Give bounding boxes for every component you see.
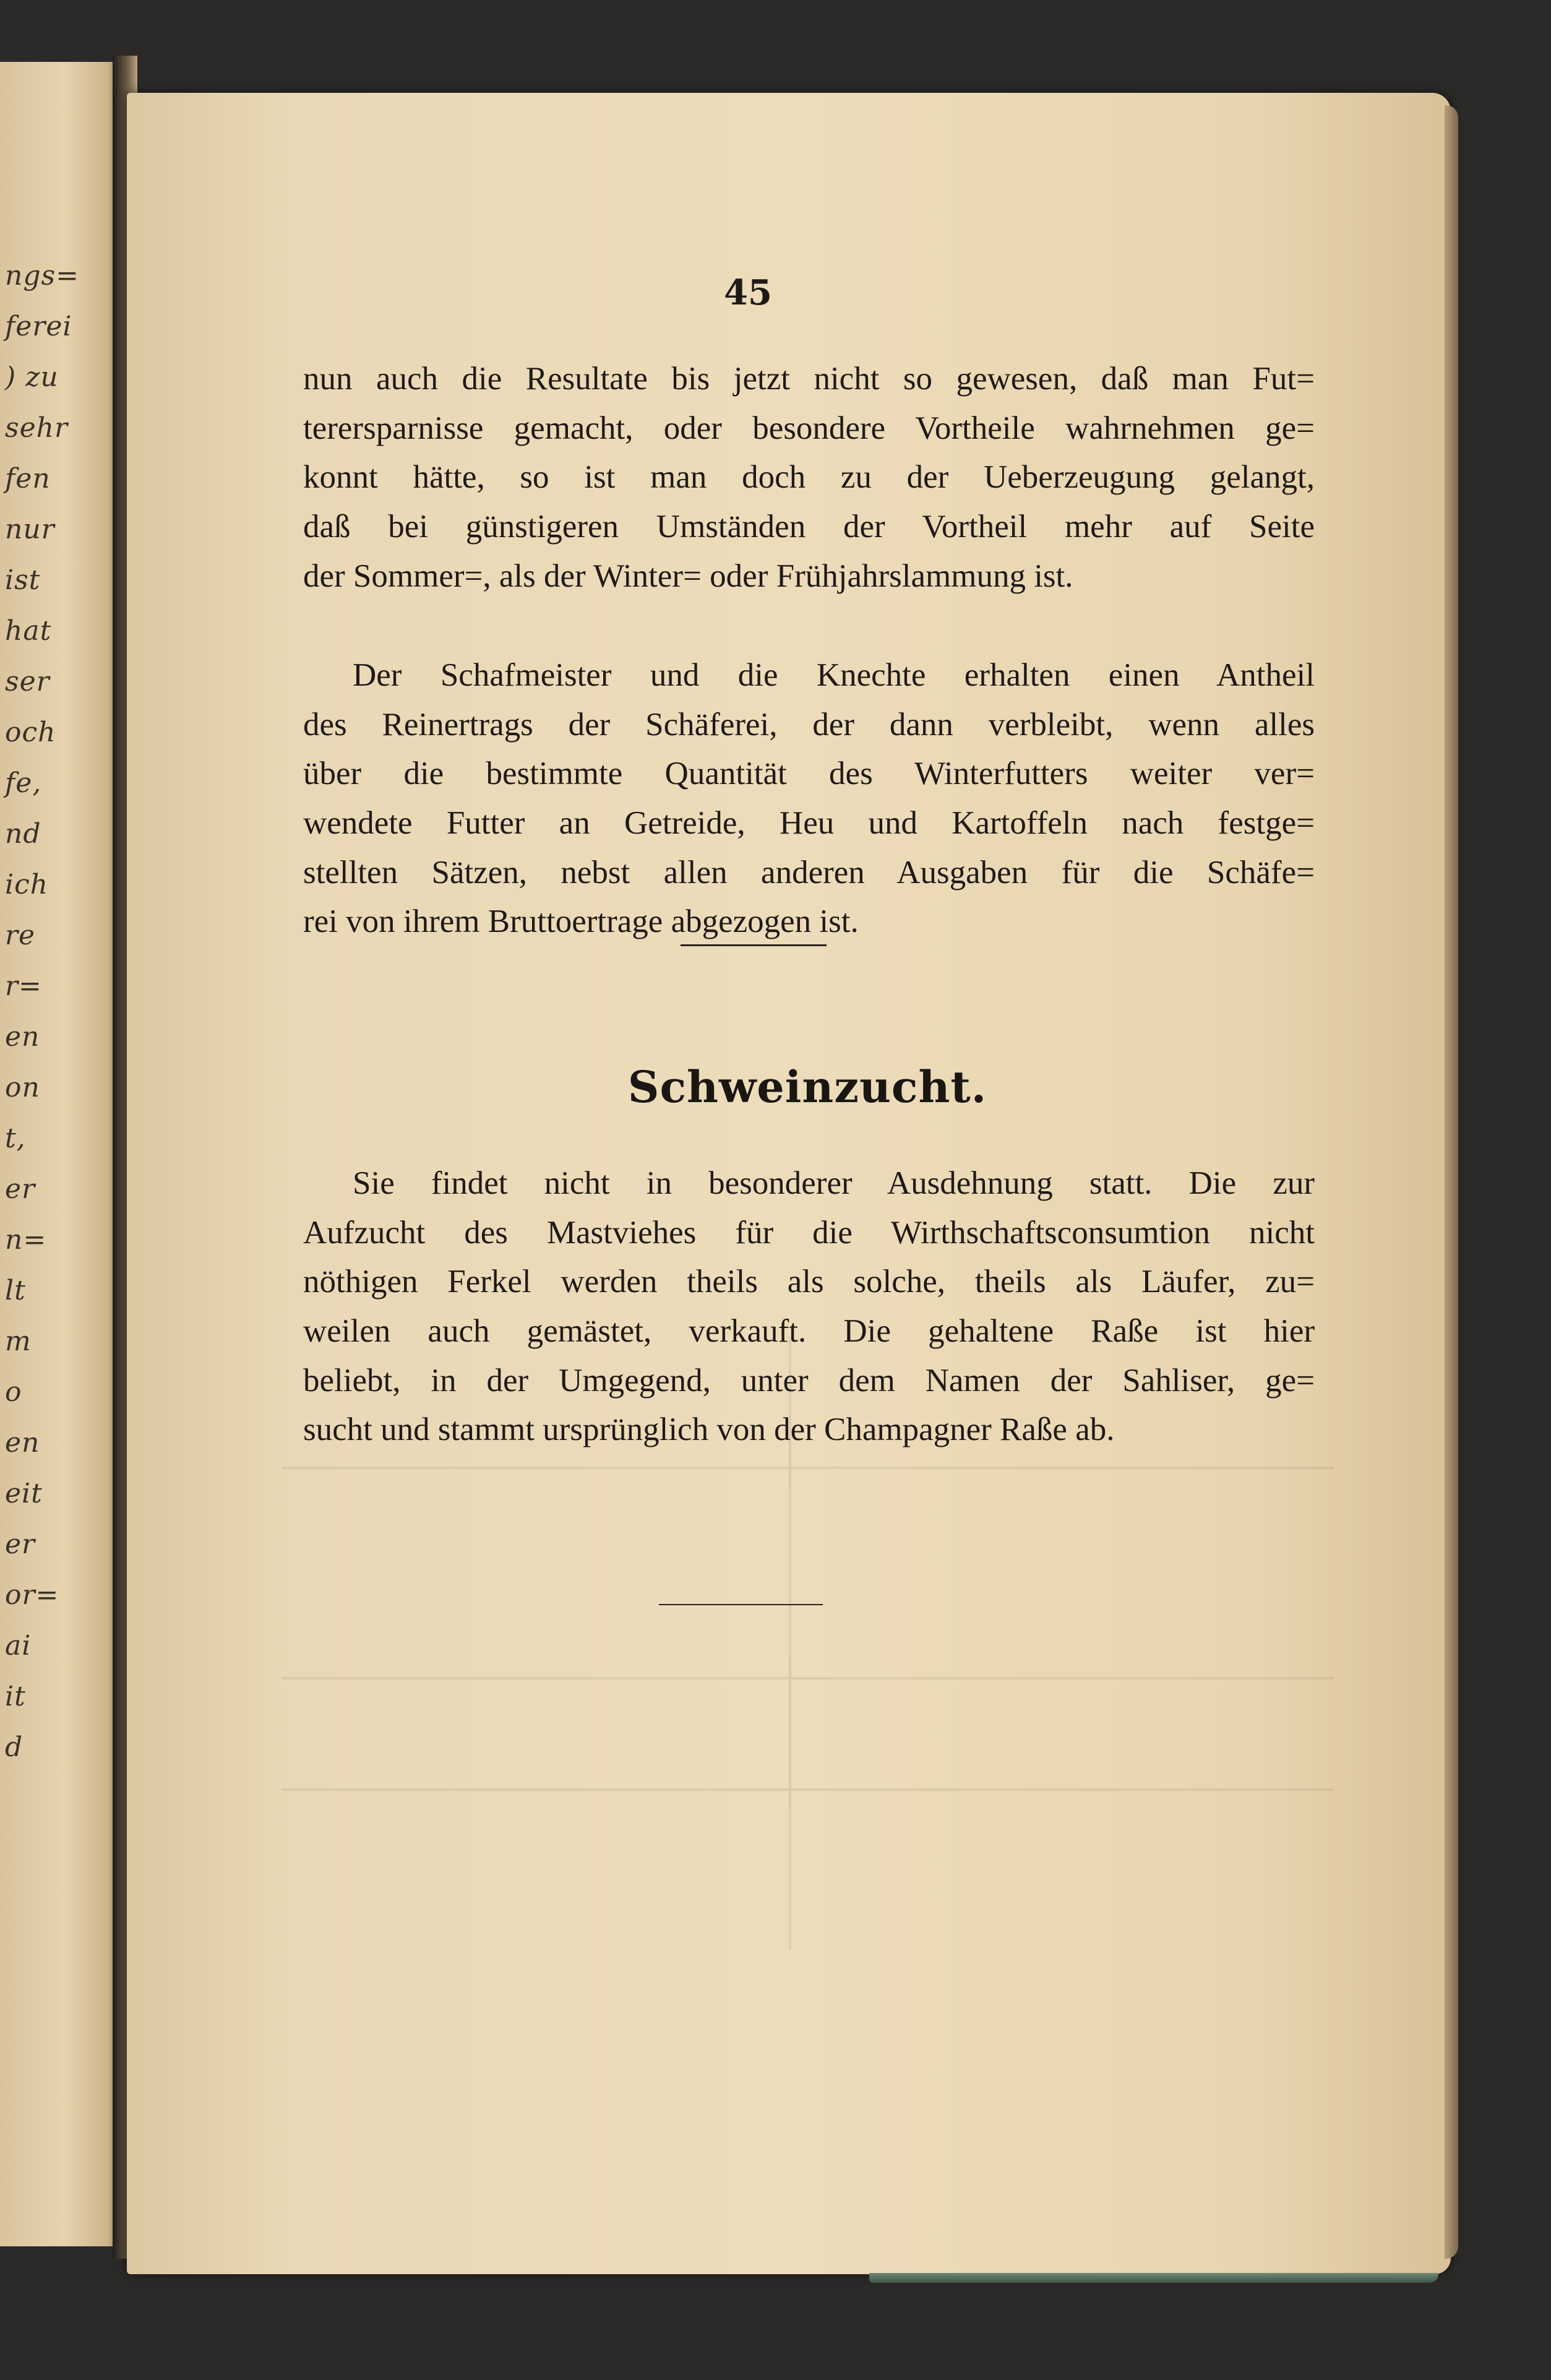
left-page-text-fragment: en [5, 1427, 40, 1459]
text-line: über die bestimmte Quantität des Winterfutters weiter ver= [303, 756, 1315, 792]
text-line: weilen auch gemästet, verkauft. Die gehaltene Raße ist hier [303, 1313, 1315, 1350]
left-page-text-fragment: on [5, 1072, 40, 1103]
left-page-text-fragment: it [5, 1681, 26, 1712]
left-page-text-fragment: lt [5, 1275, 26, 1306]
text-line: Sie findet nicht in besonderer Ausdehnung statt. Die zur [353, 1165, 1315, 1201]
left-page-text-fragment: ) zu [5, 361, 59, 393]
text-line: terersparnisse gemacht, oder besondere Vortheile wahrnehmen ge= [303, 410, 1315, 446]
section-heading: Schweinzucht. [627, 1061, 987, 1113]
left-page-text-fragment: er [5, 1173, 36, 1205]
text-line: sucht und stammt ursprünglich von der Champagner Raße ab. [303, 1412, 1115, 1448]
left-page-text-fragment: en [5, 1021, 40, 1053]
left-page-text-fragment: o [5, 1376, 22, 1408]
text-line: nun auch die Resultate bis jetzt nicht so gewesen, daß man Fut= [303, 361, 1315, 397]
left-page-text-fragment: ser [5, 666, 50, 697]
left-facing-page-edge [0, 62, 118, 2246]
left-page-text-fragment: re [5, 920, 36, 951]
left-page-text-fragment: sehr [5, 412, 68, 444]
left-page-text-fragment: ist [5, 564, 41, 596]
left-page-text-fragment: fen [5, 463, 51, 494]
left-page-text-fragment: nur [5, 514, 55, 545]
text-line: daß bei günstigeren Umständen der Vortheil mehr auf Seite [303, 509, 1315, 545]
bleed-through-table [281, 990, 1333, 1949]
left-page-text-fragment: nd [5, 818, 41, 850]
left-page-text-fragment: m [5, 1326, 32, 1357]
left-page-text-fragment: or= [5, 1579, 59, 1611]
paragraph-1 [303, 355, 1315, 601]
paragraph-2 [303, 651, 1315, 947]
left-page-text-fragment: eit [5, 1478, 43, 1509]
text-line: stellten Sätzen, nebst allen anderen Ausgaben für die Schäfe= [303, 854, 1315, 890]
text-line: konnt hätte, so ist man doch zu der Ueberzeugung gelangt, [303, 459, 1315, 496]
left-page-text-fragment: och [5, 717, 56, 748]
left-page-text-fragment: fe, [5, 767, 42, 799]
left-page-text-fragment: r= [5, 970, 42, 1002]
text-line: beliebt, in der Umgegend, unter dem Namen der Sahliser, ge= [303, 1362, 1315, 1399]
end-divider [659, 1604, 823, 1605]
text-line: Der Schafmeister und die Knechte erhalten einen Antheil [353, 657, 1315, 693]
text-line: rei von ihrem Bruttoertrage abgezogen ist. [303, 903, 859, 940]
page-fore-edge [1445, 105, 1458, 2259]
text-line: nöthigen Ferkel werden theils als solche, theils als Läufer, zu= [303, 1264, 1315, 1300]
text-line: wendete Futter an Getreide, Heu und Kartoffeln nach festge= [303, 805, 1315, 842]
left-page-text-fragment: ngs= [5, 260, 79, 291]
left-page-text-fragment: ich [5, 869, 49, 900]
left-page-text-fragment: ai [5, 1630, 32, 1662]
left-page-text-fragment: ferei [5, 311, 72, 342]
page-number: 45 [724, 272, 772, 313]
text-line: Aufzucht des Mastviehes für die Wirthschaftsconsumtion nicht [303, 1214, 1315, 1251]
left-page-text-fragment: er [5, 1528, 36, 1560]
left-page-text-fragment: n= [5, 1224, 47, 1256]
text-line: der Sommer=, als der Winter= oder Frühjahrslammung ist. [303, 558, 1073, 594]
page-bottom-edge [869, 2273, 1438, 2283]
paragraph-3 [303, 1159, 1315, 1455]
book-page [127, 93, 1451, 2274]
section-divider [681, 944, 827, 946]
left-page-text-fragment: t, [5, 1123, 26, 1154]
left-page-text-fragment: d [5, 1731, 24, 1763]
left-page-text-fragment: hat [5, 615, 52, 647]
text-line: des Reinertrags der Schäferei, der dann verbleibt, wenn alles [303, 706, 1315, 743]
